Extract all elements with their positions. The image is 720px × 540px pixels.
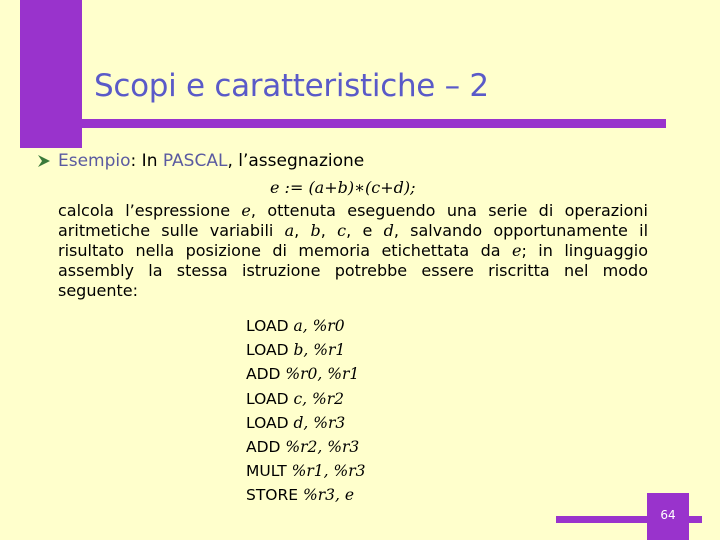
var-c: c (337, 221, 347, 240)
var-d: d (383, 221, 394, 240)
var-e: e (512, 241, 522, 260)
bullet-rest: , l’assegnazione (227, 151, 365, 171)
code-line (246, 314, 365, 338)
slide-title: Scopi e caratteristiche – 2 (94, 68, 489, 104)
code-line (246, 483, 365, 507)
para-text: , (320, 221, 338, 240)
code-line (246, 411, 365, 435)
mnemonic: STORE (246, 486, 303, 505)
mnemonic: LOAD (246, 413, 294, 432)
operands: b, %r1 (293, 341, 346, 360)
var-b: b (310, 221, 321, 240)
para-text: ; in linguaggio assembly la stessa istruzione potrebbe essere riscritta nel modo seguente: (58, 241, 648, 300)
para-text: , salvando opportunamente il risultato nella posizione di memoria etichettata da (58, 221, 649, 260)
para-text: , e (346, 221, 384, 240)
code-line (246, 387, 365, 411)
bullet-sep: : In (130, 151, 163, 171)
code-line (246, 338, 365, 362)
para-text: , ottenuta eseguendo una serie di operazioni aritmetiche sulle variabili (58, 201, 648, 240)
code-line (246, 435, 365, 459)
var-a: a (284, 221, 295, 240)
var-e: e (241, 201, 251, 220)
code-line (246, 459, 365, 483)
language-name: PASCAL (162, 151, 228, 171)
mnemonic: ADD (246, 365, 286, 384)
mnemonic: LOAD (246, 341, 294, 360)
arrowhead-icon (38, 155, 50, 167)
title-divider (20, 119, 666, 128)
mnemonic: ADD (246, 438, 286, 457)
example-label: Esempio (58, 151, 131, 171)
operands: %r3, e (303, 486, 355, 505)
mnemonic: LOAD (246, 389, 294, 408)
bullet-text (58, 151, 364, 171)
para-text: calcola l’espressione (58, 201, 242, 220)
operands: %r1, %r3 (291, 462, 366, 481)
operands: %r2, %r3 (285, 438, 360, 457)
para-text: , (294, 221, 311, 240)
operands: a, %r0 (293, 317, 345, 335)
mnemonic: LOAD (246, 317, 294, 335)
operands: c, %r2 (293, 389, 345, 408)
assignment-formula: e := (a+b)∗(c+d); (270, 178, 416, 197)
page-number: 64 (647, 493, 689, 540)
operands: d, %r3 (293, 413, 346, 432)
explanation-paragraph (58, 201, 648, 301)
mnemonic: MULT (246, 462, 292, 481)
code-line (246, 362, 365, 386)
assembly-code (246, 314, 365, 508)
operands: %r0, %r1 (285, 365, 360, 384)
